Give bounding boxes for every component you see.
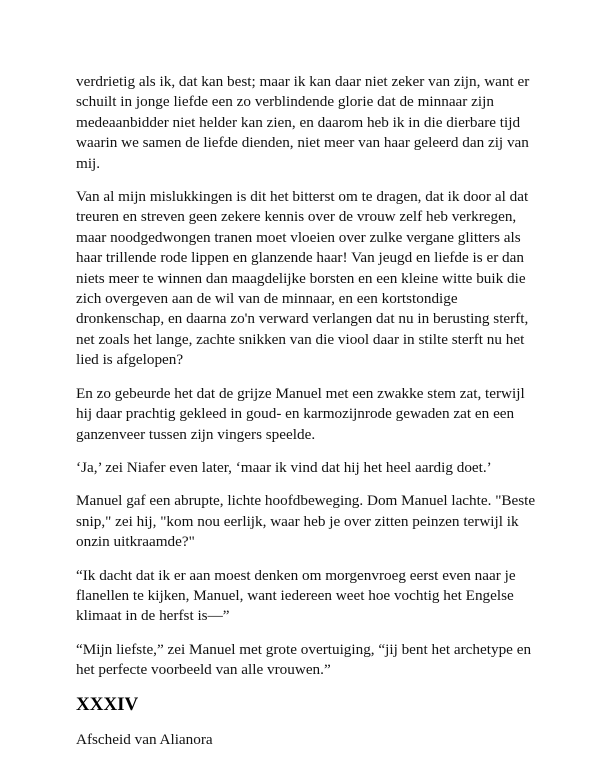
chapter-number: XXXIV — [76, 693, 139, 715]
chapter-title: Afscheid van Alianora — [76, 730, 213, 748]
paragraph-1: verdrietig als ik, dat kan best; maar ik kan daar niet zeker van zijn, want er schuilt in jonge liefde een zo verblindende glorie dat de minnaar zijn medeaanbidder niet helder kan zien, en daarom heb ik in die dierbare tijd waarin we samen de liefde dienden, niet meer van haar geleerd dan zij van mij. — [76, 73, 530, 172]
paragraph-3: En zo gebeurde het dat de grijze Manuel met een zwakke stem zat, terwijl hij daar prachtig gekleed in goud- en karmozijnrode gewaden zat en een ganzenveer tussen zijn vingers speelde. — [76, 384, 525, 443]
paragraph-7: “Mijn liefste,” zei Manuel met grote overtuiging, “jij bent het archetype en het perfecte voorbeeld van alle vrouwen.” — [76, 640, 532, 679]
paragraph-5: Manuel gaf een abrupte, lichte hoofdbeweging. Dom Manuel lachte. "Beste snip," zei hij, "kom nou eerlijk, waar heb je over zitten peinzen terwijl ik onzin uitkraamde?" — [76, 492, 536, 551]
paragraph-6: “Ik dacht dat ik er aan moest denken om morgenvroeg eerst even naar je flanellen te kijken, Manuel, want iedereen weet hoe vochtig het Engelse klimaat in de herfst is—” — [76, 566, 516, 625]
paragraph-4: ‘Ja,’ zei Niafer even later, ‘maar ik vind dat hij het heel aardig doet.’ — [76, 458, 492, 476]
document-page — [76, 72, 536, 763]
paragraph-2: Van al mijn mislukkingen is dit het bitterst om te dragen, dat ik door al dat treuren en streven geen zekere kennis over de vrouw zelf heb verkregen, maar noodgedwongen tranen moet vloeien over zulke vergane glitters als haar trillende rode lippen en glanzende haar! Van jeugd en liefde is er dan niets meer te winnen dan maagdelijke borsten en een kleine witte buik die zich overgeven aan de wil van de minnaar, en een kortstondige dronkenschap, en daarna zo'n verward verlangen dat nu in berusting sterft, net zoals het lange, zachte snikken van die viool daar in stilte sterft nu het lied is afgelopen? — [76, 188, 529, 369]
